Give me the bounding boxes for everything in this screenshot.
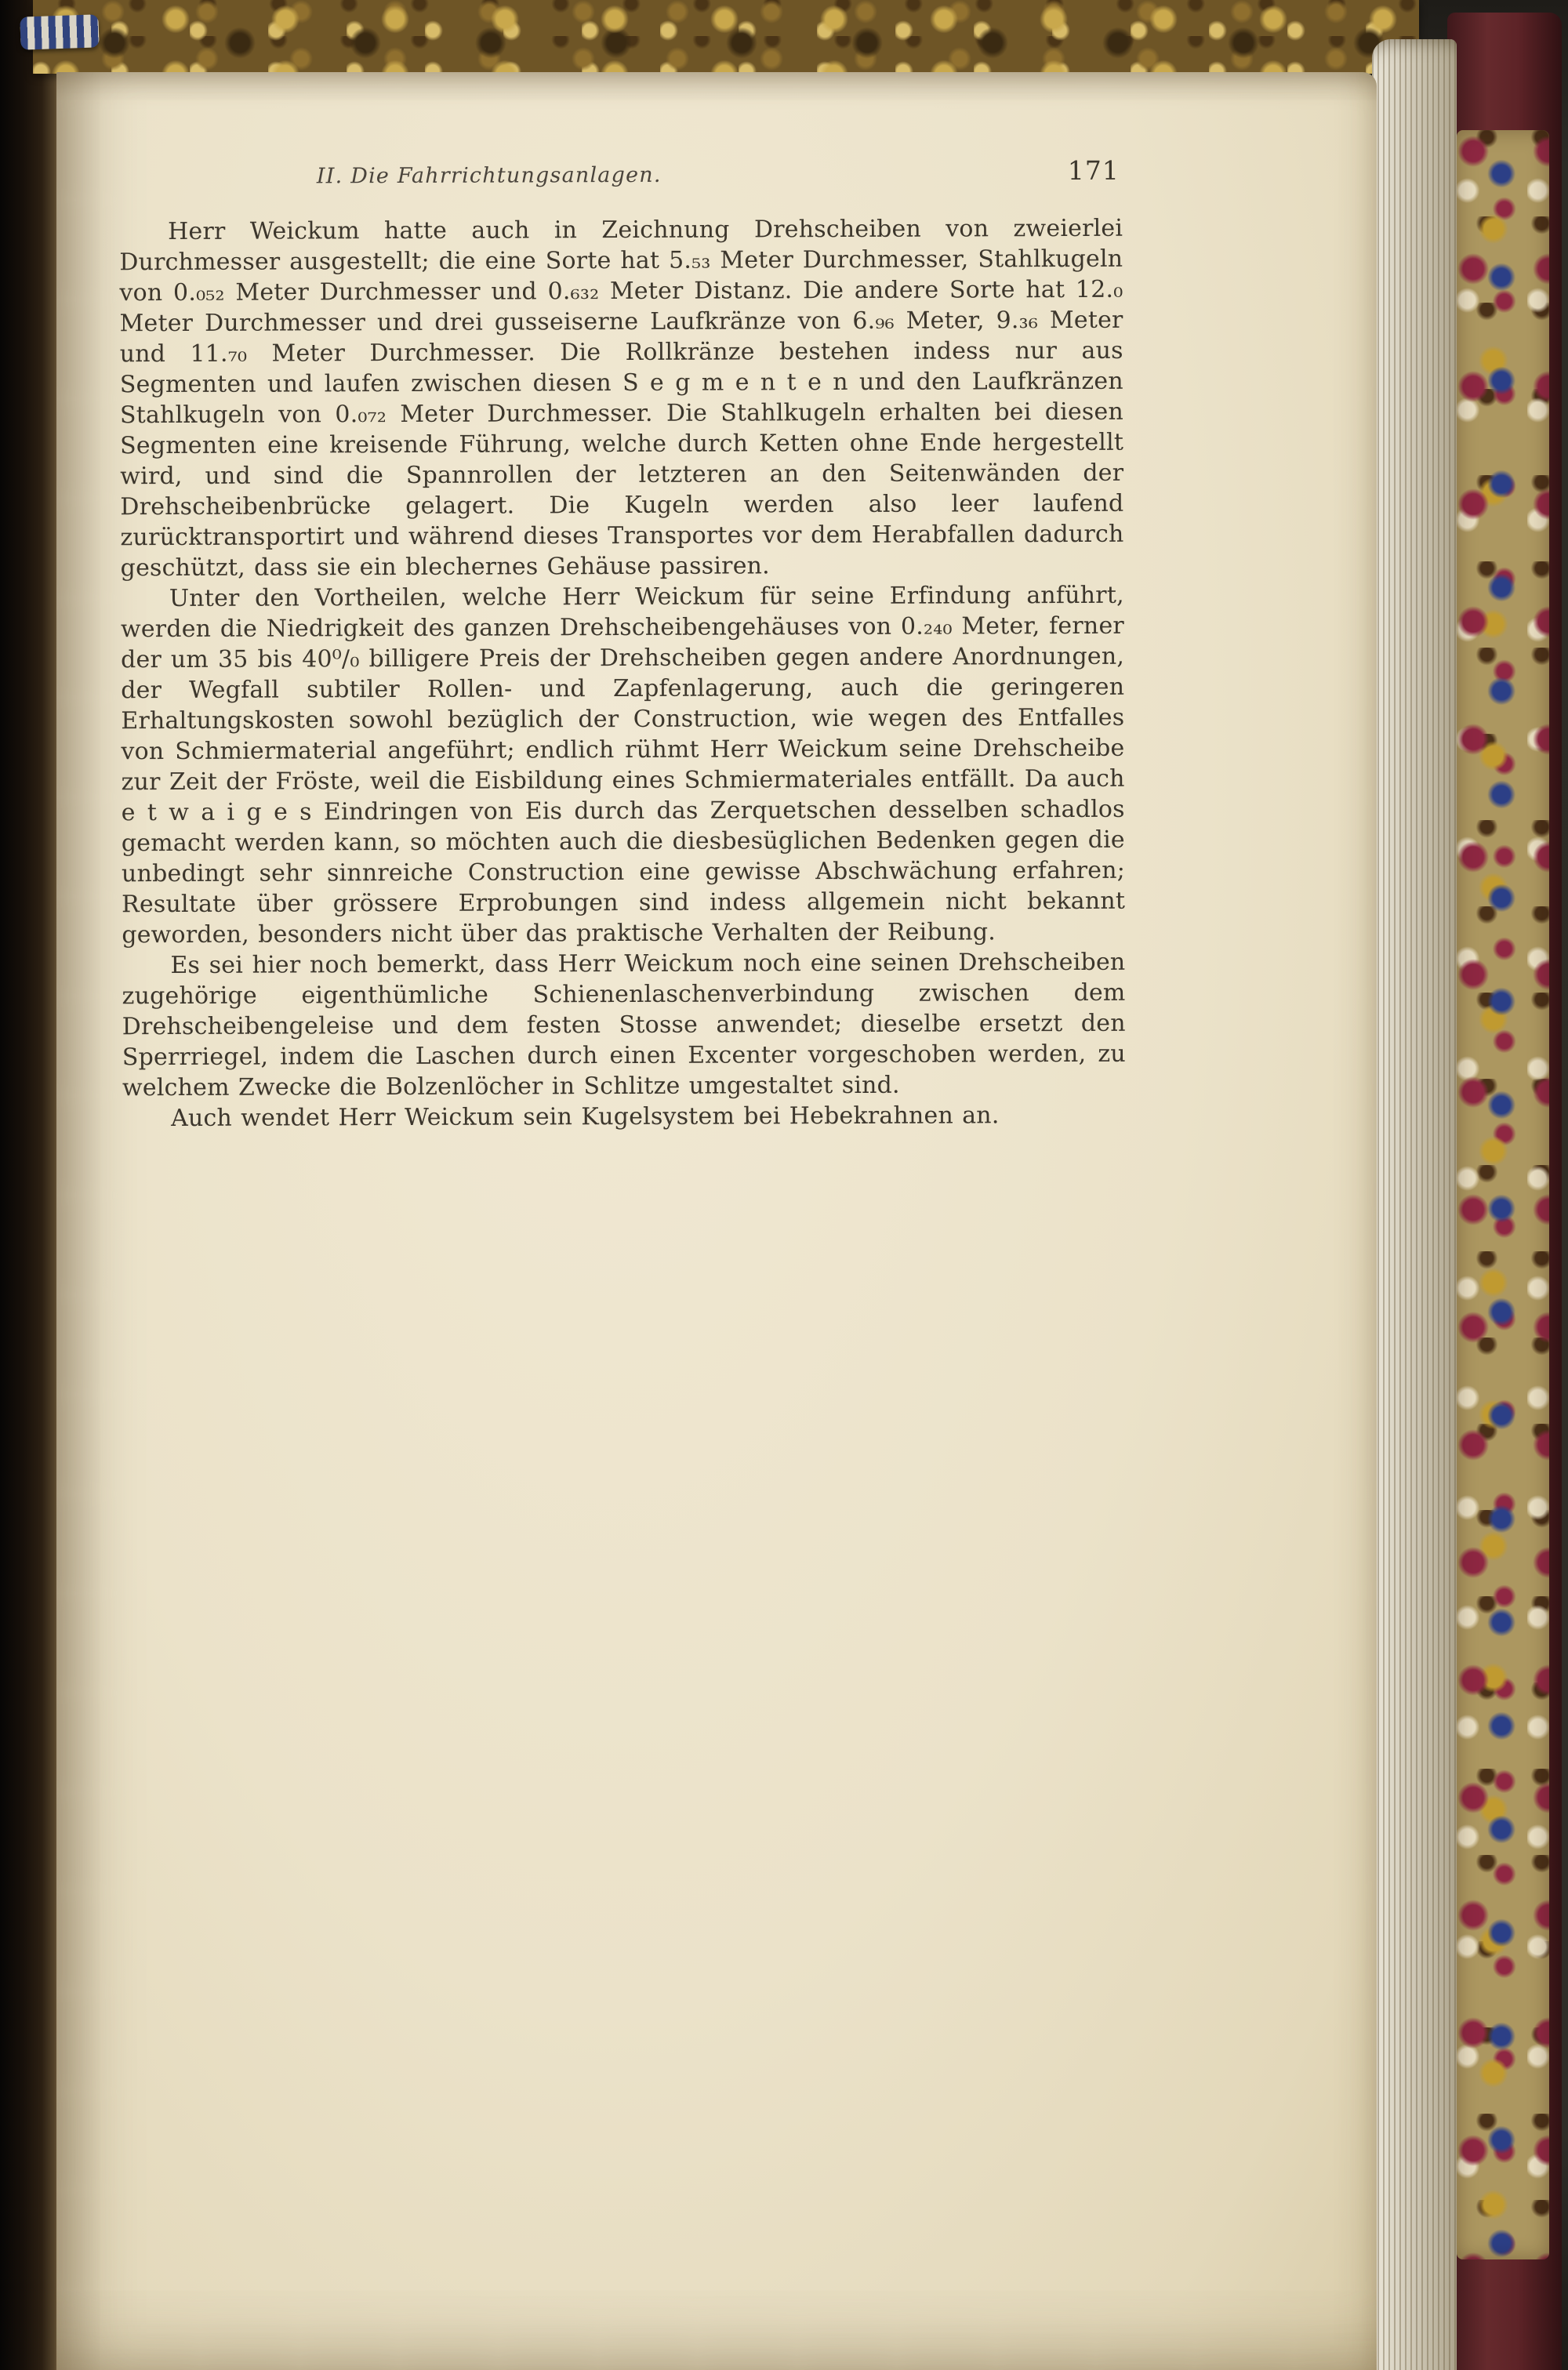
book-headband [20,14,99,49]
book-spine [0,0,58,2370]
page-text-block [119,154,1126,1134]
marbled-cover-top-edge [33,0,1419,74]
paragraph-cranes: Auch wendet Herr Weickum sein Kugelsystem bei Hebekrahnen an. [171,1102,1000,1133]
paragraph-turntable-dimensions: Herr Weickum hatte auch in Zeichnung Drehscheiben von zweierlei Durchmesser ausgestellt; die eine Sorte hat 5.₅₃ Meter Durchmesser, Stahlkugeln von 0.₀₅₂ Meter Durchmesser und 0.₆₃₂ Meter Distanz. Die andere Sorte hat 12.₀ Meter Durchmesser und drei gusseiserne Laufkränze von 6.₉₆ Meter, 9.₃₆ Meter und 11.₇₀ Meter Durchmesser. Die Rollkränze bestehen indess nur aus Segmenten und laufen zwischen diesen S e g m e n t e n und den Laufkränzen Stahlkugeln von 0.₀₇₂ Meter Durchmesser. Die Stahlkugeln erhalten bei diesen Segmenten eine kreisende Führung, welche durch Ketten ohne Ende hergestellt wird, und sind die Spannrollen der letzteren an den Seitenwänden der Drehscheibenbrücke gelagert. Die Kugeln werden also leer laufend zurücktransportirt und während dieses Transportes vor dem Herabfallen dadurch geschützt, dass sie ein blechernes Gehäuse passiren. [119,214,1124,583]
page-header [119,154,1123,198]
running-title: II. Die Fahrrichtungsanlagen. [316,162,662,189]
book-page [56,72,1377,2370]
paragraph-rail-fishplate-connection: Es sei hier noch bemerkt, dass Herr Weickum noch eine seinen Drehscheiben zugehörige eigenthümliche Schienenlaschenverbindung zwischen dem Drehscheibengeleise und dem festen Stosse anwendet; dieselbe ersetzt den Sperrriegel, indem die Laschen durch einen Excenter vorgeschoben werden, zu welchem Zwecke die Bolzenlöcher in Schlitze umgestaltet sind. [122,948,1126,1102]
marbled-fore-edge [1457,130,1549,2259]
page-stack-edges [1372,39,1457,2370]
paragraph-advantages: Unter den Vortheilen, welche Herr Weickum für seine Erfindung anführt, werden die Niedrigkeit des ganzen Drehscheibengehäuses von 0.₂₄₀ Meter, ferner der um 35 bis 40⁰/₀ billigere Preis der Drehscheiben gegen andere Anordnungen, der Wegfall subtiler Rollen- und Zapfenlagerung, auch die geringeren Erhaltungskosten sowohl bezüglich der Construction, wie wegen des Entfalles von Schmiermaterial angeführt; endlich rühmt Herr Weickum seine Drehscheibe zur Zeit der Fröste, weil die Eisbildung eines Schmiermateriales entfällt. Da auch e t w a i g e s Eindringen von Eis durch das Zerquetschen desselben schadlos gemacht werden kann, so möchten auch die diesbesüglichen Bedenken gegen die unbedingt sehr sinnreiche Construction eine gewisse Abschwächung erfahren; Resultate über grössere Erprobungen sind indess allgemein nicht bekannt geworden, besonders nicht über das praktische Verhalten der Reibung. [120,581,1126,949]
page-number: 171 [1067,154,1120,187]
